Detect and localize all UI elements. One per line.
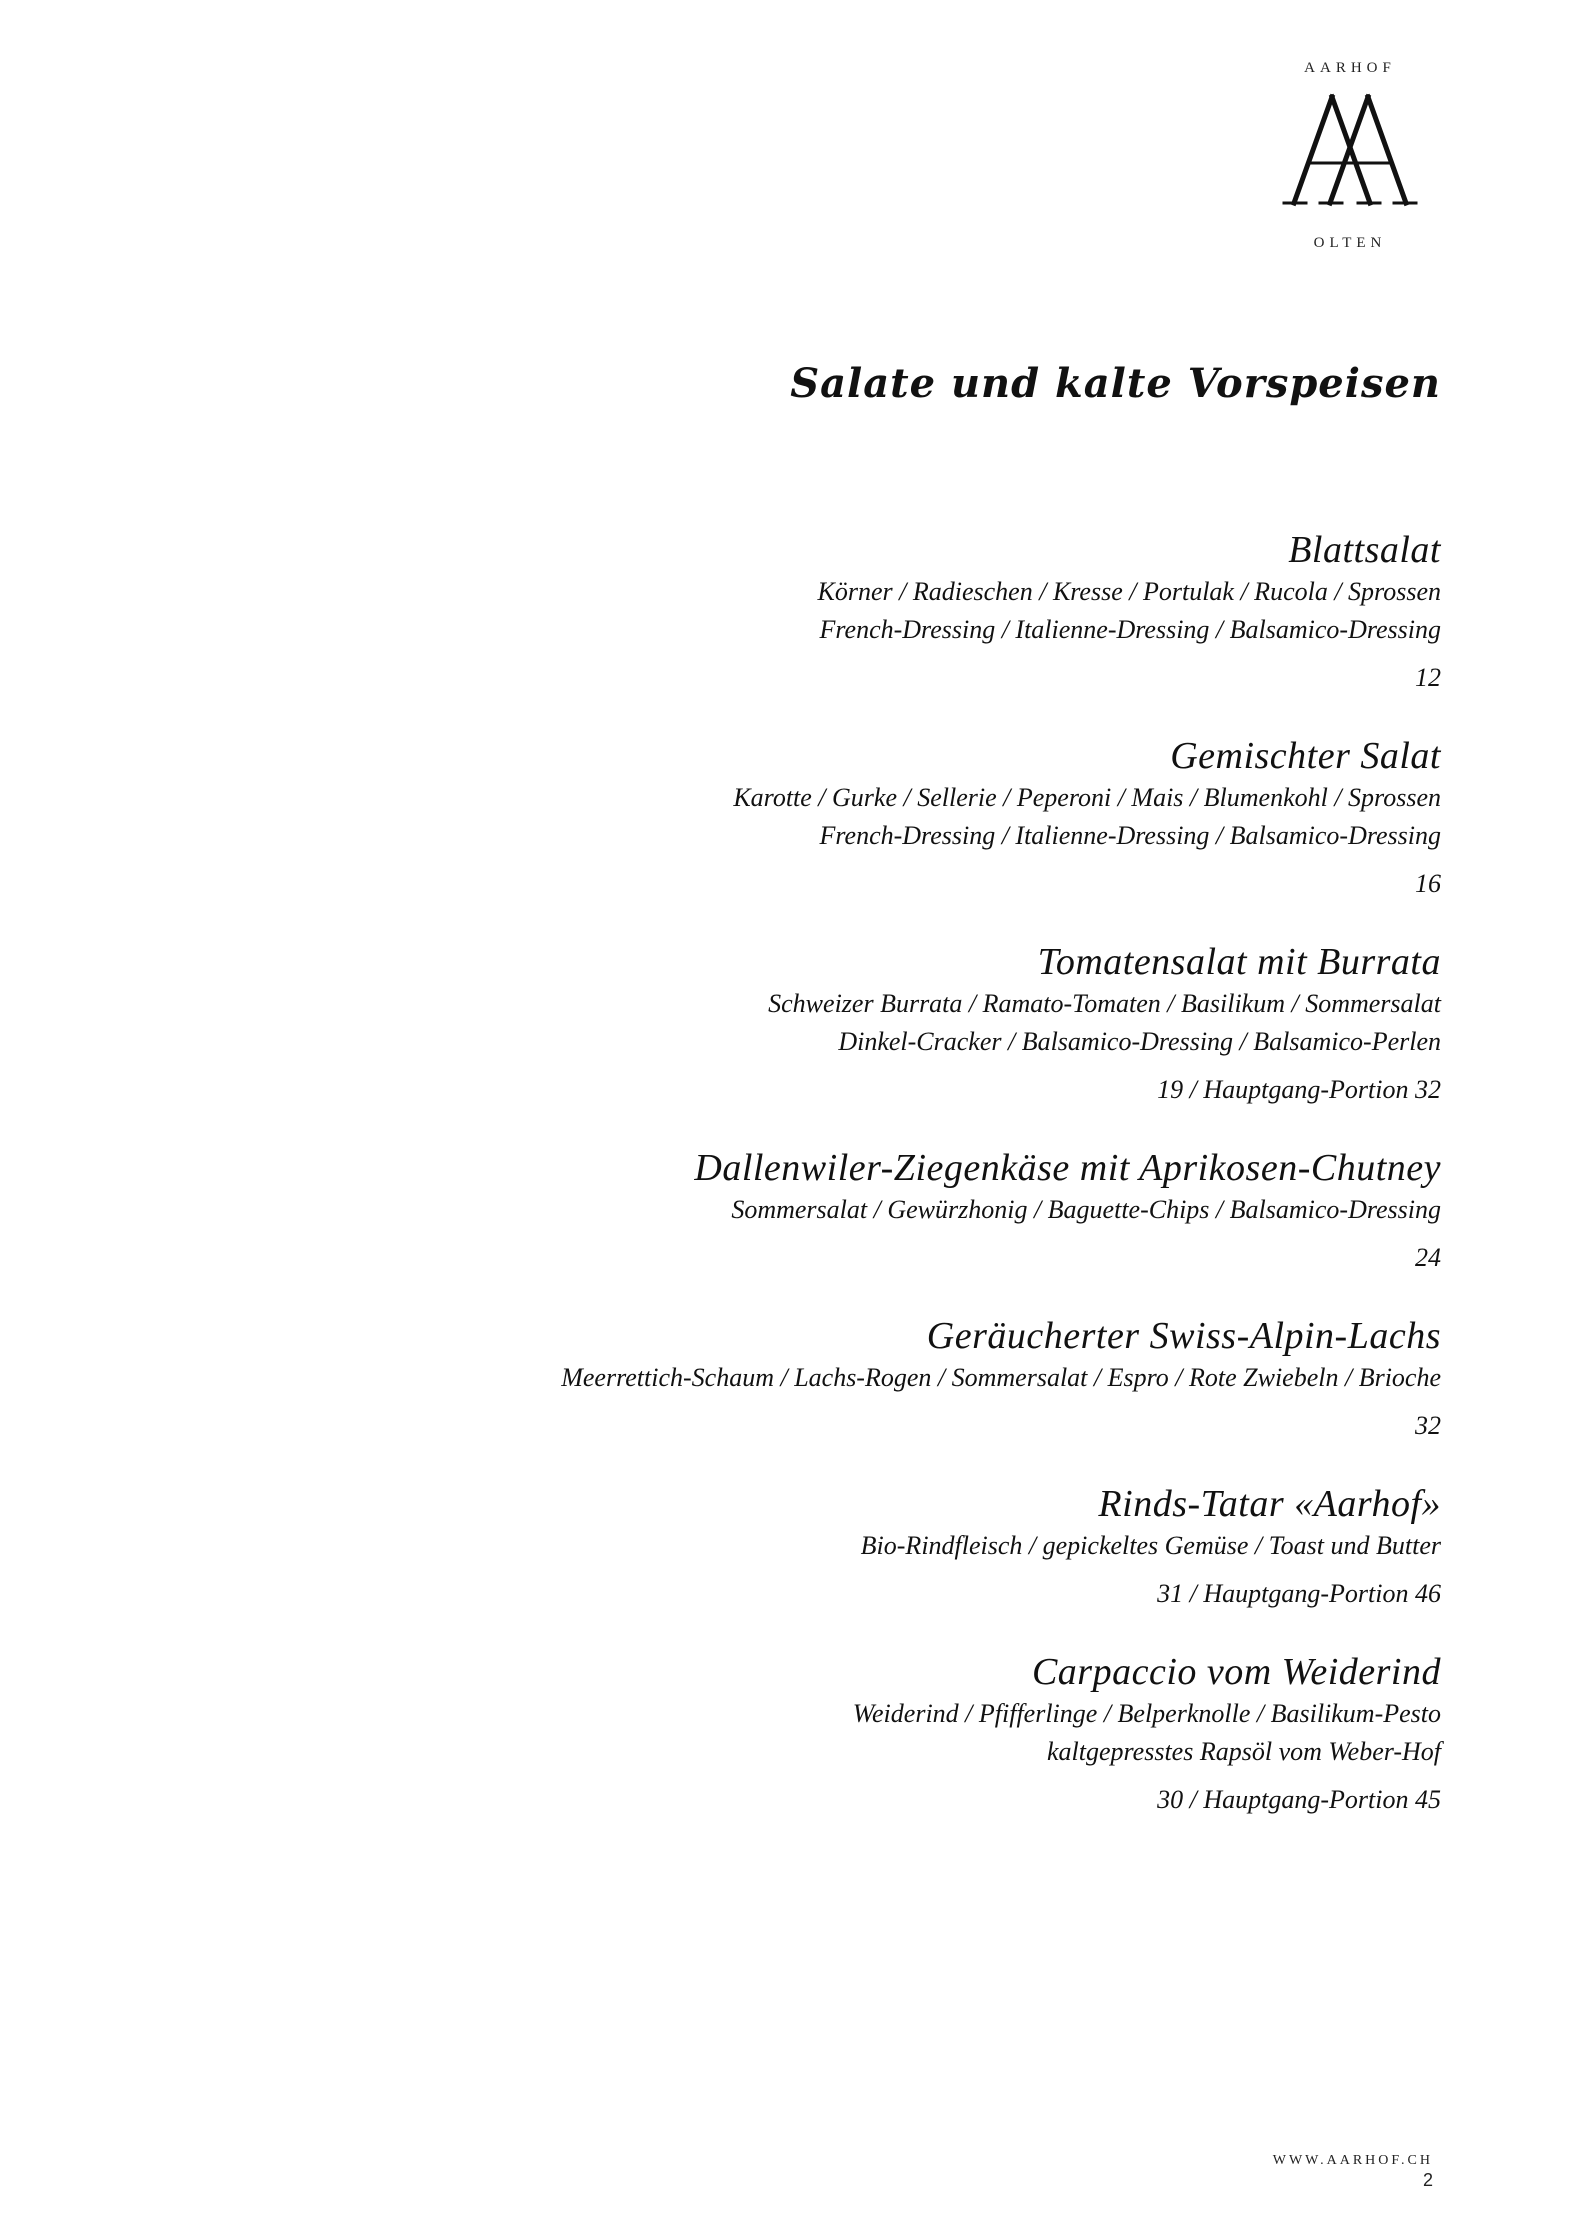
item-description: Körner / Radieschen / Kresse / Portulak / Rucola / Sprossen [817,577,1441,606]
website-url: WWW.AARHOF.CH [1272,2153,1433,2168]
menu-item [141,939,1441,1109]
item-description: French-Dressing / Italienne-Dressing / Balsamico-Dressing [819,821,1441,850]
item-price: 24 [1415,1243,1441,1272]
item-description: Dinkel-Cracker / Balsamico-Dressing / Balsamico-Perlen [838,1027,1441,1056]
brand-name: AARHOF [1304,60,1396,76]
item-description: Meerrettich-Schaum / Lachs-Rogen / Sommersalat / Espro / Rote Zwiebeln / Brioche [561,1363,1441,1392]
item-price: 32 [1415,1411,1441,1440]
item-description: Bio-Rindfleisch / gepickeltes Gemüse / Toast und Butter [860,1531,1441,1560]
item-name: Dallenwiler-Ziegenkäse mit Aprikosen-Chutney [694,1147,1441,1189]
item-description: Schweizer Burrata / Ramato-Tomaten / Basilikum / Sommersalat [768,989,1441,1018]
double-a-monogram-icon [1250,91,1450,211]
brand-location: OLTEN [1313,235,1387,251]
item-name: Tomatensalat mit Burrata [1037,941,1441,983]
item-description: Weiderind / Pfifferlinge / Belperknolle / Basilikum-Pesto [852,1699,1441,1728]
item-description: Sommersalat / Gewürzhonig / Baguette-Chips / Balsamico-Dressing [731,1195,1441,1224]
item-description: kaltgepresstes Rapsöl vom Weber-Hof [1047,1737,1441,1766]
menu-item [141,733,1441,903]
menu-item [141,527,1441,697]
page-number: 2 [1422,2170,1433,2190]
item-description: Karotte / Gurke / Sellerie / Peperoni / Mais / Blumenkohl / Sprossen [733,783,1441,812]
item-description: French-Dressing / Italienne-Dressing / Balsamico-Dressing [819,615,1441,644]
section-title: Salate und kalte Vorspeisen [790,360,1441,407]
item-name: Gemischter Salat [1170,735,1441,777]
item-name: Rinds-Tatar «Aarhof» [1098,1483,1441,1525]
brand-header [1250,60,1450,252]
menu-section [141,360,1441,1855]
item-price: 12 [1415,663,1441,692]
item-name: Geräucherter Swiss-Alpin-Lachs [926,1315,1441,1357]
item-name: Carpaccio vom Weiderind [1031,1651,1441,1693]
menu-item [141,1649,1441,1819]
item-name: Blattsalat [1288,529,1441,571]
item-price: 30 / Hauptgang-Portion 45 [1157,1785,1441,1814]
menu-item [141,1481,1441,1613]
item-price: 19 / Hauptgang-Portion 32 [1157,1075,1441,1104]
item-price: 31 / Hauptgang-Portion 46 [1157,1579,1441,1608]
menu-item [141,1313,1441,1445]
item-price: 16 [1415,869,1441,898]
menu-item [141,1145,1441,1277]
